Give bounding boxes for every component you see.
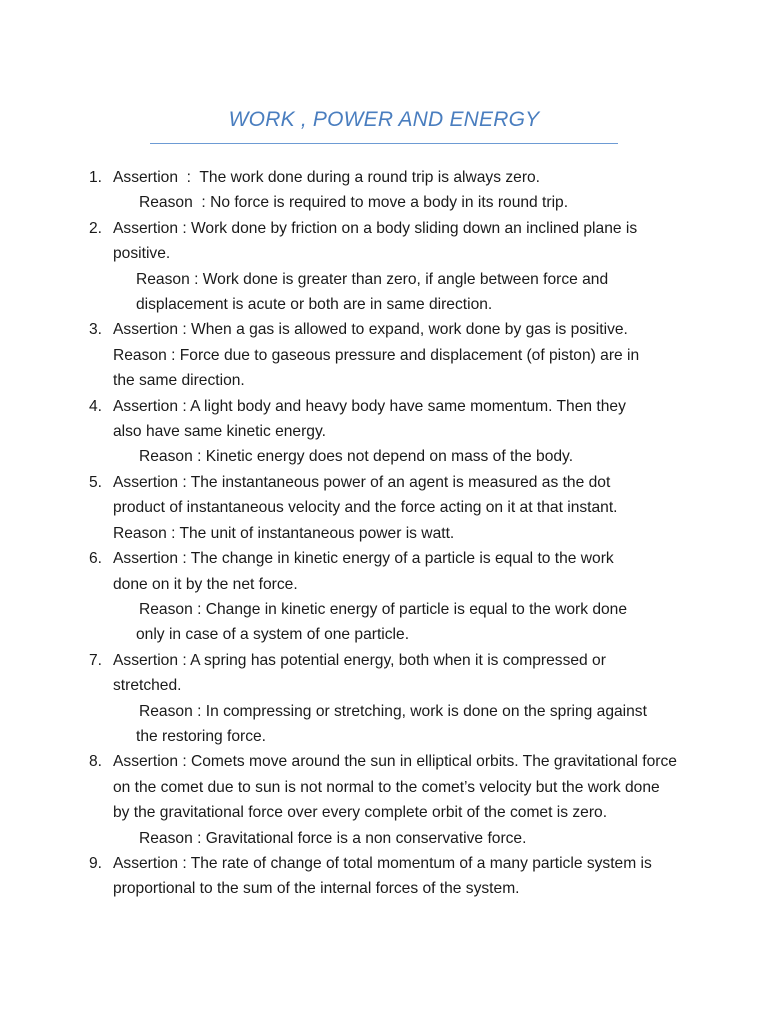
item-number: 4. <box>89 397 103 415</box>
assertion-text: Assertion : The rate of change of total momentum of a many particle system is proportional to the sum of the internal forces of the system. <box>113 854 652 898</box>
item-number: 9. <box>89 854 103 872</box>
page-title: WORK , POWER AND ENERGY <box>228 108 540 131</box>
reason-text: Reason : Force due to gaseous pressure and displacement (of piston) are in the same direction. <box>113 346 640 390</box>
assertion-text: Assertion : Work done by friction on a body sliding down an inclined plane is positive. <box>113 219 638 263</box>
list-item <box>0 749 768 851</box>
list-item <box>0 216 768 318</box>
list-item <box>0 470 768 546</box>
assertion-text: Assertion : When a gas is allowed to expand, work done by gas is positive. <box>113 321 628 339</box>
item-number: 3. <box>89 321 103 339</box>
item-number: 1. <box>89 169 103 186</box>
assertion-text: Assertion : Comets move around the sun in elliptical orbits. The gravitational force on the comet due to sun is not normal to the comet’s velocity but the work done by the gravitational force over every complete orbit of the comet is zero. <box>113 753 677 822</box>
list-item <box>0 394 768 470</box>
assertion-text: Assertion : The work done during a round trip is always zero. <box>113 169 541 186</box>
reason-text: Reason : Kinetic energy does not depend on mass of the body. <box>139 448 574 466</box>
list-item <box>0 165 768 216</box>
list-item <box>0 851 768 902</box>
reason-text: Reason : The unit of instantaneous power is watt. <box>113 524 455 542</box>
assertion-text: Assertion : A spring has potential energy, both when it is compressed or stretched. <box>113 651 606 695</box>
item-number: 7. <box>89 651 103 669</box>
reason-text: Reason : In compressing or stretching, work is done on the spring against the restoring force. <box>136 702 647 745</box>
item-number: 2. <box>89 219 103 237</box>
item-number: 5. <box>89 473 103 491</box>
reason-text: Reason : Gravitational force is a non conservative force. <box>139 829 527 847</box>
list-item <box>0 546 768 648</box>
item-number: 6. <box>89 550 103 568</box>
assertion-text: Assertion : A light body and heavy body have same momentum. Then they also have same kinetic energy. <box>113 397 626 441</box>
reason-text: Reason : Change in kinetic energy of particle is equal to the work done only in case of a system of one particle. <box>136 600 628 644</box>
assertion-text: Assertion : The instantaneous power of an agent is measured as the dot product of instantaneous velocity and the force acting on it at that instant. <box>113 473 618 517</box>
item-number: 8. <box>89 753 103 771</box>
list-item <box>0 317 768 393</box>
list-item <box>0 648 768 750</box>
assertion-text: Assertion : The change in kinetic energy of a particle is equal to the work done on it by the net force. <box>113 550 614 593</box>
reason-text: Reason : Work done is greater than zero, if angle between force and displacement is acute or both are in same direction. <box>136 270 609 314</box>
question-list <box>0 165 768 902</box>
title-underline <box>150 143 618 144</box>
reason-text: Reason : No force is required to move a body in its round trip. <box>139 194 569 212</box>
